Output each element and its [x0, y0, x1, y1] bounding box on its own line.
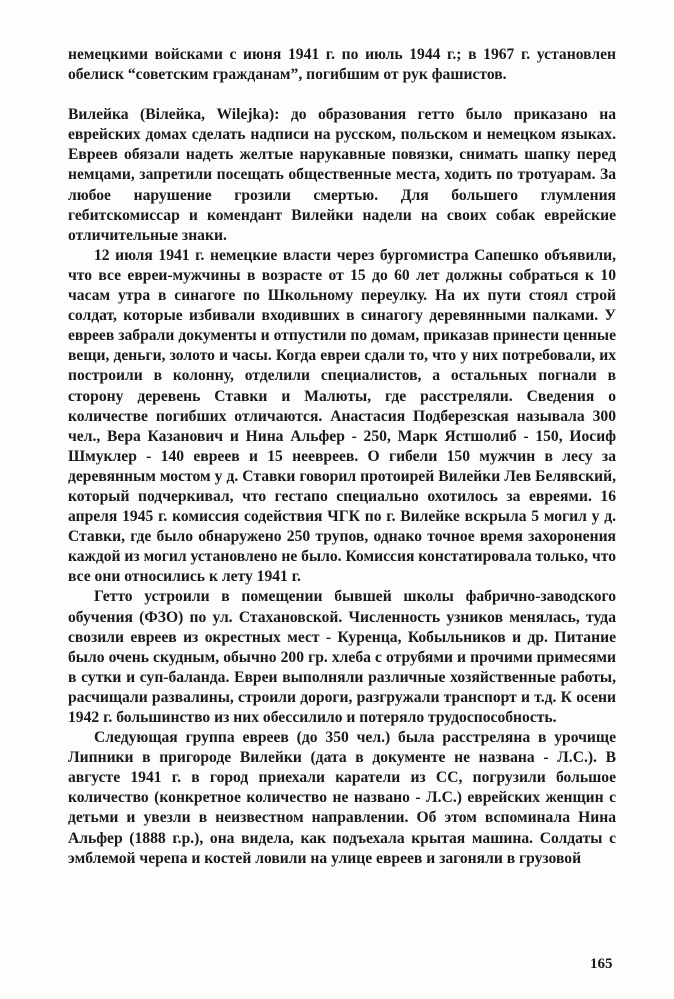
entry-heading: Вилейка (Вiлейка, Wilejka): — [68, 106, 280, 124]
paragraph-july-1941: 12 июля 1941 г. немецкие власти через бургомистра Сапешко объявили, что все евреи-мужчины в возрасте от 15 до 60 лет должны собраться к 10 часам утра в синагоге по Школьному переулку. На их пути стоял строй солдат, которые избивали входивших в синагогу деревянными палками. У евреев забрали документы и отпустили по домам, приказав принести ценные вещи, деньги, золото и часы. Когда евреи сдали то, что у них потребовали, их построили в колонну, отделили специалистов, а остальных погнали в сторону деревень Ставки и Малюты, где расстреляли. Сведения о количестве погибших отличаются. Анастасия Подберезская называла 300 чел., Вера Казанович и Нина Альфер - 250, Марк Ястшолиб - 150, Иосиф Шмуклер - 140 евреев и 15 неевреев. О гибели 150 мужчин в лесу за деревянным мостом у д. Ставки говорил протоирей Вилейки Лев Белявский, который подчеркивал, что гестапо специально охотилось за евреями. 16 апреля 1945 г. комиссия содействия ЧГК по г. Вилейке вскрыла 5 могил у д. Ставки, где было обнаружено 250 трупов, однако точное время захоронения каждой из могил установлено не было. Комиссия констатировала только, что все они относились к лету 1941 г. — [68, 246, 616, 586]
paragraph-continuation: немецкими войсками с июня 1941 г. по июль 1944 г.; в 1967 г. установлен обелиск “советским гражданам”, погибшим от рук фашистов. — [68, 46, 616, 84]
body-text — [68, 45, 616, 869]
paragraph-lipniki: Следующая группа евреев (до 350 чел.) была расстреляна в урочище Липники в пригороде Вилейки (дата в документе не названа - Л.С.). В августе 1941 г. в город приехали каратели из СС, погрузили большое количество (конкретное количество не названо - Л.С.) еврейских женщин с детьми и увезли в неизвестном направлении. Об этом вспоминала Нина Альфер (1888 г.р.), она видела, как подъехала крытая машина. Солдаты с эмблемой черепа и костей ловили на улице евреев и загоняли в грузовой — [68, 729, 616, 867]
page-number: 165 — [590, 956, 613, 972]
paragraph-vileyka — [68, 105, 616, 246]
paragraph-ghetto: Гетто устроили в помещении бывшей школы фабрично-заводского обучения (ФЗО) по ул. Стахановской. Численность узников менялась, туда свозили евреев из окрестных мест - Куренца, Кобыльников и др. Питание было очень скудным, обычно 200 гр. хлеба с отрубями и прочими примесями в сутки и суп-баланда. Евреи выполняли различные хозяйственные работы, расчищали развалины, строили дороги, разгружали транспорт и т.д. К осени 1942 г. большинство из них обессилило и потеряло трудоспособность. — [68, 588, 616, 726]
entry-text: до образования гетто было приказано на еврейских домах сделать надписи на русском, польском и немецком языках. Евреев обязали надеть желтые нарукавные повязки, снимать шапку перед немцами, запретили посещать общественные места, ходить по тротуарам. За любое нарушение грозили смертью. Для большего глумления гебитскомиссар и комендант Вилейки надели на своих собак еврейские отличительные знаки. — [68, 106, 616, 244]
